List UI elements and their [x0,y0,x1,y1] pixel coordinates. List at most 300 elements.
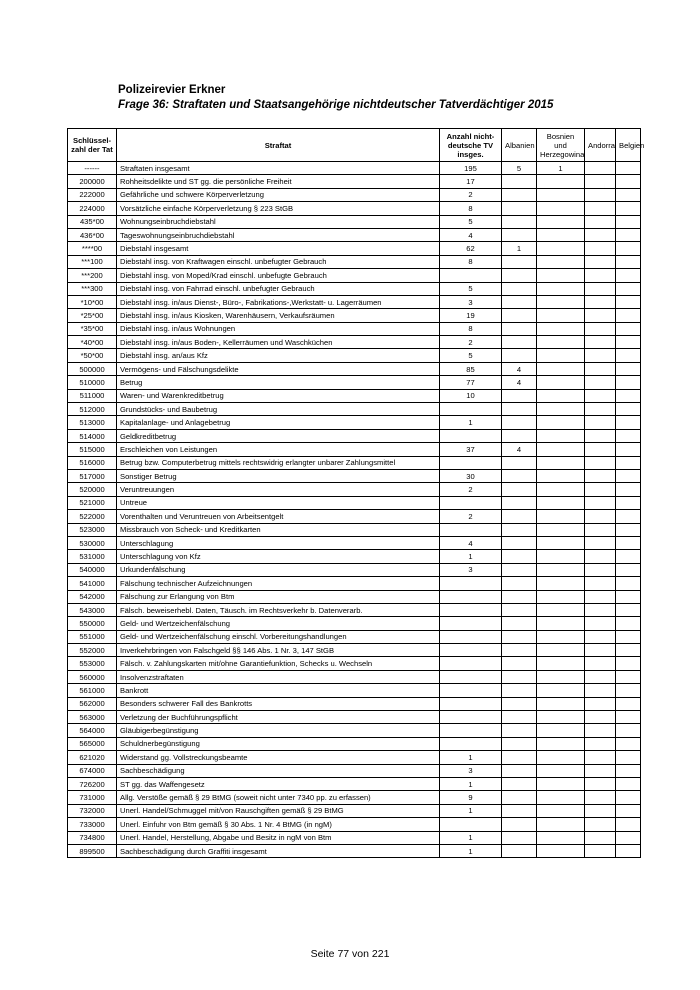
table-row [68,617,641,630]
table-row [68,389,641,402]
table-row [68,523,641,536]
cell-albania [502,456,537,469]
cell-andorra [585,617,616,630]
cell-total: 1 [440,777,502,790]
table-row [68,376,641,389]
cell-crime: Insolvenzstraftaten [117,670,440,683]
cell-bosnia [537,777,585,790]
table-row [68,791,641,804]
cell-crime: Betrug [117,376,440,389]
table-row [68,188,641,201]
table-row [68,322,641,335]
cell-bosnia [537,403,585,416]
cell-bosnia [537,577,585,590]
cell-albania [502,429,537,442]
cell-andorra [585,818,616,831]
table-header-row [68,129,641,162]
cell-albania [502,536,537,549]
cell-bosnia [537,536,585,549]
cell-belgium [616,684,641,697]
cell-belgium [616,175,641,188]
table-row [68,751,641,764]
cell-bosnia [537,309,585,322]
cell-key: 562000 [68,697,117,710]
cell-andorra [585,349,616,362]
cell-albania [502,255,537,268]
cell-key: 513000 [68,416,117,429]
cell-andorra [585,362,616,375]
cell-albania [502,295,537,308]
col-header-belgium: Belgien [616,129,641,162]
cell-albania [502,563,537,576]
cell-albania [502,724,537,737]
cell-key: 542000 [68,590,117,603]
cell-bosnia [537,255,585,268]
cell-bosnia [537,617,585,630]
cell-albania [502,269,537,282]
cell-albania [502,577,537,590]
cell-belgium [616,831,641,844]
cell-belgium [616,737,641,750]
cell-albania [502,590,537,603]
cell-key: ***200 [68,269,117,282]
cell-key: 674000 [68,764,117,777]
cell-belgium [616,670,641,683]
cell-belgium [616,818,641,831]
cell-key: 512000 [68,403,117,416]
cell-albania [502,336,537,349]
cell-albania [502,282,537,295]
cell-andorra [585,844,616,857]
cell-key: 899500 [68,844,117,857]
cell-belgium [616,523,641,536]
cell-bosnia [537,362,585,375]
cell-belgium [616,550,641,563]
cell-albania [502,644,537,657]
cell-total: 77 [440,376,502,389]
cell-crime: Diebstahl insg. in/aus Boden-, Kellerräumen und Waschküchen [117,336,440,349]
table-row [68,711,641,724]
cell-andorra [585,590,616,603]
cell-bosnia [537,483,585,496]
cell-key: 565000 [68,737,117,750]
table-row [68,309,641,322]
cell-albania [502,684,537,697]
cell-albania: 4 [502,443,537,456]
cell-crime: Inverkehrbringen von Falschgeld §§ 146 Abs. 1 Nr. 3, 147 StGB [117,644,440,657]
cell-albania [502,697,537,710]
cell-key: 517000 [68,469,117,482]
cell-key: 222000 [68,188,117,201]
cell-key: 731000 [68,791,117,804]
cell-crime: Bankrott [117,684,440,697]
cell-albania: 1 [502,242,537,255]
cell-key: *10*00 [68,295,117,308]
cell-key: 530000 [68,536,117,549]
cell-crime: Fälschung zur Erlangung von Btm [117,590,440,603]
cell-crime: Sachbeschädigung [117,764,440,777]
cell-crime: Fälsch. beweiserhebl. Daten, Täusch. im Rechtsverkehr b. Datenverarb. [117,603,440,616]
cell-crime: Erschleichen von Leistungen [117,443,440,456]
cell-bosnia [537,603,585,616]
cell-andorra [585,429,616,442]
cell-bosnia [537,349,585,362]
cell-albania [502,818,537,831]
cell-andorra [585,751,616,764]
cell-key: 510000 [68,376,117,389]
report-title: Polizeirevier Erkner [118,84,226,96]
cell-bosnia [537,724,585,737]
cell-bosnia [537,844,585,857]
table-row [68,536,641,549]
cell-andorra [585,644,616,657]
cell-bosnia [537,242,585,255]
cell-belgium [616,536,641,549]
cell-key: ****00 [68,242,117,255]
cell-andorra [585,791,616,804]
cell-total [440,644,502,657]
cell-belgium [616,577,641,590]
cell-belgium [616,711,641,724]
cell-bosnia [537,295,585,308]
cell-crime: Gläubigerbegünstigung [117,724,440,737]
cell-bosnia [537,657,585,670]
cell-belgium [616,429,641,442]
cell-albania [502,469,537,482]
cell-key: 435*00 [68,215,117,228]
cell-total: 1 [440,844,502,857]
cell-andorra [585,309,616,322]
cell-belgium [616,630,641,643]
cell-total: 1 [440,416,502,429]
table-row [68,818,641,831]
cell-albania: 4 [502,362,537,375]
table-row [68,349,641,362]
cell-crime: Tageswohnungseinbruchdiebstahl [117,228,440,241]
cell-key: 734800 [68,831,117,844]
cell-bosnia [537,175,585,188]
cell-belgium [616,215,641,228]
cell-bosnia [537,416,585,429]
cell-andorra [585,630,616,643]
cell-total [440,577,502,590]
cell-crime: Unterschlagung [117,536,440,549]
report-subtitle: Frage 36: Straftaten und Staatsangehörige nichtdeutscher Tatverdächtiger 2015 [118,99,554,111]
cell-total: 8 [440,255,502,268]
cell-key: 732000 [68,804,117,817]
cell-crime: Vermögens- und Fälschungsdelikte [117,362,440,375]
cell-belgium [616,751,641,764]
cell-total: 17 [440,175,502,188]
cell-belgium [616,469,641,482]
cell-albania [502,777,537,790]
table-row [68,724,641,737]
cell-bosnia: 1 [537,162,585,175]
cell-belgium [616,590,641,603]
table-row [68,228,641,241]
table-row [68,403,641,416]
cell-key: 551000 [68,630,117,643]
cell-albania [502,496,537,509]
col-header-albania: Albanien [502,129,537,162]
cell-key: 224000 [68,202,117,215]
table-row [68,697,641,710]
cell-crime: Sonstiger Betrug [117,469,440,482]
table-row [68,831,641,844]
cell-total: 8 [440,322,502,335]
cell-total [440,697,502,710]
cell-total [440,403,502,416]
cell-albania [502,523,537,536]
cell-total [440,818,502,831]
cell-key: *25*00 [68,309,117,322]
cell-albania [502,202,537,215]
cell-bosnia [537,563,585,576]
cell-key: 553000 [68,657,117,670]
cell-crime: Widerstand gg. Vollstreckungsbeamte [117,751,440,764]
cell-crime: Diebstahl insg. in/aus Dienst-, Büro-, Fabrikations-,Werkstatt- u. Lagerräumen [117,295,440,308]
cell-belgium [616,603,641,616]
cell-crime: Fälsch. v. Zahlungskarten mit/ohne Garantiefunktion, Schecks u. Wechseln [117,657,440,670]
cell-crime: Geld- und Wertzeichenfälschung einschl. Vorbereitungshandlungen [117,630,440,643]
cell-albania [502,670,537,683]
cell-albania [502,215,537,228]
cell-total [440,523,502,536]
table-row [68,255,641,268]
table-row [68,644,641,657]
cell-andorra [585,228,616,241]
cell-belgium [616,617,641,630]
table-row [68,202,641,215]
cell-belgium [616,162,641,175]
col-header-andorra: Andorra [585,129,616,162]
cell-total [440,456,502,469]
cell-albania [502,403,537,416]
cell-total: 2 [440,483,502,496]
cell-bosnia [537,228,585,241]
cell-bosnia [537,188,585,201]
table-row [68,162,641,175]
col-header-bosnia: Bosnien und Herzegowina [537,129,585,162]
cell-total: 5 [440,282,502,295]
cell-belgium [616,844,641,857]
cell-bosnia [537,670,585,683]
cell-belgium [616,362,641,375]
cell-belgium [616,269,641,282]
table-row [68,282,641,295]
cell-total: 2 [440,510,502,523]
cell-crime: Straftaten insgesamt [117,162,440,175]
cell-bosnia [537,496,585,509]
table-row [68,764,641,777]
table-row [68,630,641,643]
cell-albania [502,322,537,335]
cell-key: 560000 [68,670,117,683]
cell-bosnia [537,644,585,657]
cell-belgium [616,322,641,335]
cell-bosnia [537,818,585,831]
cell-key: 516000 [68,456,117,469]
cell-total: 5 [440,349,502,362]
cell-key: 561000 [68,684,117,697]
cell-belgium [616,443,641,456]
cell-bosnia [537,523,585,536]
cell-key: 521000 [68,496,117,509]
cell-albania [502,844,537,857]
cell-bosnia [537,711,585,724]
table-row [68,362,641,375]
cell-crime: Diebstahl insg. an/aus Kfz [117,349,440,362]
cell-albania [502,483,537,496]
cell-bosnia [537,764,585,777]
cell-total: 62 [440,242,502,255]
cell-key: *35*00 [68,322,117,335]
cell-total: 4 [440,228,502,241]
cell-belgium [616,510,641,523]
cell-andorra [585,670,616,683]
cell-albania [502,630,537,643]
cell-andorra [585,684,616,697]
cell-total: 8 [440,202,502,215]
cell-bosnia [537,282,585,295]
cell-crime: Vorenthalten und Veruntreuen von Arbeitsentgelt [117,510,440,523]
cell-bosnia [537,429,585,442]
cell-crime: Rohheitsdelikte und ST gg. die persönliche Freiheit [117,175,440,188]
cell-andorra [585,697,616,710]
cell-crime: Betrug bzw. Computerbetrug mittels rechtswidrig erlangter unbarer Zahlungsmittel [117,456,440,469]
cell-andorra [585,536,616,549]
cell-key: 436*00 [68,228,117,241]
cell-andorra [585,603,616,616]
cell-total: 9 [440,791,502,804]
table-row [68,563,641,576]
cell-crime: Verletzung der Buchführungspflicht [117,711,440,724]
table-row [68,496,641,509]
table-row [68,510,641,523]
cell-bosnia [537,737,585,750]
cell-belgium [616,389,641,402]
cell-belgium [616,255,641,268]
cell-bosnia [537,510,585,523]
table-row [68,603,641,616]
cell-belgium [616,777,641,790]
cell-crime: Unterschlagung von Kfz [117,550,440,563]
cell-albania [502,737,537,750]
cell-andorra [585,269,616,282]
cell-albania [502,349,537,362]
table-row [68,577,641,590]
cell-crime: Diebstahl insgesamt [117,242,440,255]
cell-belgium [616,764,641,777]
cell-andorra [585,416,616,429]
table-row [68,550,641,563]
cell-key: 200000 [68,175,117,188]
cell-albania [502,617,537,630]
cell-total [440,670,502,683]
crime-table [67,128,645,858]
cell-crime: Diebstahl insg. in/aus Kiosken, Warenhäusern, Verkaufsräumen [117,309,440,322]
cell-bosnia [537,804,585,817]
cell-albania [502,389,537,402]
cell-total [440,429,502,442]
cell-belgium [616,697,641,710]
table-row [68,670,641,683]
cell-andorra [585,483,616,496]
table-row [68,242,641,255]
table-row [68,269,641,282]
cell-crime: Geld- und Wertzeichenfälschung [117,617,440,630]
cell-crime: Besonders schwerer Fall des Bankrotts [117,697,440,710]
cell-andorra [585,175,616,188]
cell-andorra [585,376,616,389]
cell-albania [502,175,537,188]
cell-albania: 5 [502,162,537,175]
cell-belgium [616,416,641,429]
cell-andorra [585,657,616,670]
cell-crime: ST gg. das Waffengesetz [117,777,440,790]
cell-bosnia [537,751,585,764]
cell-crime: Diebstahl insg. von Fahrrad einschl. unbefugter Gebrauch [117,282,440,295]
cell-bosnia [537,791,585,804]
cell-bosnia [537,376,585,389]
cell-albania [502,416,537,429]
cell-belgium [616,456,641,469]
cell-andorra [585,389,616,402]
cell-key: 531000 [68,550,117,563]
cell-total: 195 [440,162,502,175]
cell-andorra [585,496,616,509]
cell-bosnia [537,443,585,456]
cell-total: 1 [440,804,502,817]
col-header-total: Anzahl nicht-deutsche TV insges. [440,129,502,162]
cell-andorra [585,711,616,724]
table-row [68,684,641,697]
cell-belgium [616,657,641,670]
table-row [68,590,641,603]
cell-albania: 4 [502,376,537,389]
cell-total: 3 [440,295,502,308]
cell-key: ***100 [68,255,117,268]
cell-crime: Schuldnerbegünstigung [117,737,440,750]
cell-crime: Urkundenfälschung [117,563,440,576]
cell-andorra [585,804,616,817]
table-row [68,483,641,496]
cell-crime: Grundstücks- und Baubetrug [117,403,440,416]
cell-bosnia [537,202,585,215]
cell-andorra [585,443,616,456]
cell-albania [502,188,537,201]
cell-total: 19 [440,309,502,322]
cell-belgium [616,242,641,255]
cell-key: 564000 [68,724,117,737]
cell-andorra [585,162,616,175]
cell-crime: Sachbeschädigung durch Graffiti insgesamt [117,844,440,857]
table-row [68,336,641,349]
cell-key: 733000 [68,818,117,831]
cell-bosnia [537,215,585,228]
cell-key: 550000 [68,617,117,630]
cell-key: 540000 [68,563,117,576]
cell-total [440,496,502,509]
cell-total [440,269,502,282]
cell-key: 520000 [68,483,117,496]
cell-andorra [585,282,616,295]
table-row [68,737,641,750]
cell-albania [502,603,537,616]
table-row [68,804,641,817]
cell-andorra [585,215,616,228]
cell-andorra [585,456,616,469]
